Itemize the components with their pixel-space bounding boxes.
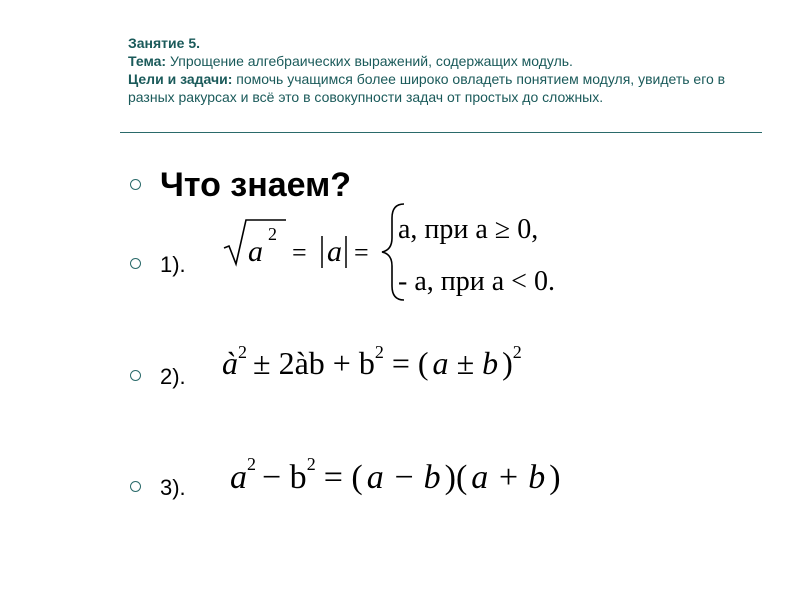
minus-b: − b (262, 459, 307, 496)
radicand: a (248, 235, 263, 268)
close-paren: ) (549, 459, 561, 496)
exp: 2 (374, 342, 384, 362)
case-positive: a, при a ≥ 0, (398, 214, 539, 245)
factor-1: a − b (366, 459, 441, 496)
radicand-exponent: 2 (268, 224, 277, 244)
goals-label: Цели и задачи: (128, 71, 233, 87)
item-number: 2). (160, 364, 186, 389)
bullet-icon (130, 481, 141, 492)
goals-text: помочь учащимся более широко овладеть понятием модуля, увидеть его в разных ракурсах и всё это в совокупности задач от простых до сложных. (128, 71, 726, 105)
middle-terms: ± 2àb + b (253, 345, 375, 381)
factor-2: a + b (471, 459, 546, 496)
equals-paren: = ( (323, 459, 363, 496)
goals-line (128, 70, 768, 106)
formula-3 (226, 444, 686, 504)
section-heading: Что знаем? (160, 166, 352, 204)
svg-text:à2± 2àb + b2= (a ± b)2 (222, 342, 522, 381)
topic-text: Упрощение алгебраических выражений, содержащих модуль. (166, 53, 573, 69)
exp: 2 (247, 454, 256, 474)
case-negative: - a, при a < 0. (398, 266, 555, 297)
topic-line (128, 52, 768, 70)
close-paren: ) (502, 345, 513, 381)
equals-2: = (354, 238, 369, 267)
bullet-icon (130, 258, 141, 269)
item-number: 3). (160, 475, 186, 500)
formula-2 (218, 330, 618, 390)
header-divider (120, 132, 762, 133)
topic-label: Тема: (128, 53, 167, 69)
exp: 2 (306, 454, 316, 474)
lesson-number: Занятие 5. (128, 35, 200, 51)
paren-join: )( (444, 459, 468, 496)
abs-value: a (327, 235, 342, 268)
item-number: 1). (160, 252, 186, 277)
equals-1: = (292, 238, 307, 267)
bullet-icon (130, 179, 141, 190)
bullet-icon (130, 370, 141, 381)
slide-header (128, 34, 768, 106)
inner-expr: a ± b (432, 345, 499, 381)
exp: 2 (512, 342, 522, 362)
svg-text:a2− b2= (a − b)(a + b) (230, 454, 561, 496)
equals-paren: = ( (391, 345, 429, 381)
term-a: a (230, 459, 247, 496)
formula-1 (218, 196, 618, 306)
term-a: à (222, 345, 238, 381)
exp: 2 (238, 342, 247, 362)
